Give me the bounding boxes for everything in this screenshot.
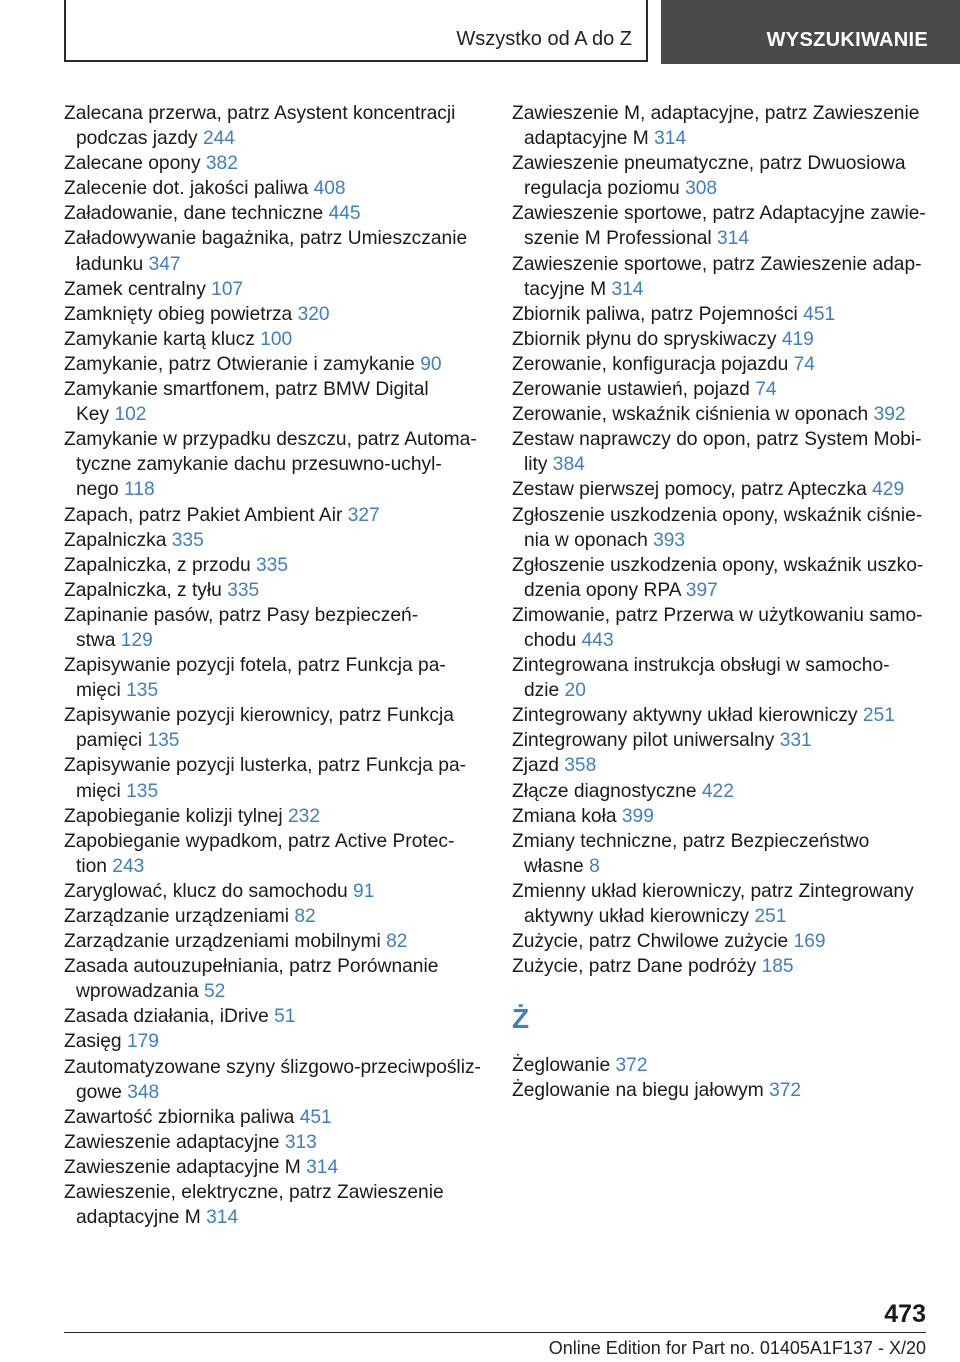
entry-text — [64, 452, 494, 477]
page-reference-link[interactable]: 384 — [552, 454, 585, 476]
page-reference-link[interactable]: 20 — [564, 680, 586, 702]
index-entry — [64, 829, 494, 879]
page-reference-link[interactable]: 451 — [299, 1106, 332, 1128]
entry-label: Zapobieganie wypadkom, patrz Active Protec- — [64, 830, 455, 852]
index-entry — [64, 1004, 494, 1029]
entry-label: Zawartość zbiornika paliwa — [64, 1106, 295, 1128]
page-reference-link[interactable]: 243 — [112, 855, 145, 877]
entry-text — [512, 352, 942, 377]
entry-text — [64, 1055, 494, 1080]
entry-text — [512, 452, 942, 477]
entry-label: mięci — [76, 780, 121, 802]
entry-label: szenie M Professional — [524, 228, 712, 250]
page-reference-link[interactable]: 179 — [126, 1031, 159, 1053]
entry-label: Zarządzanie urządzeniami — [64, 906, 290, 927]
entry-text — [512, 829, 942, 854]
entry-label: mięci — [76, 680, 121, 702]
entry-label: Zgłoszenie uszkodzenia opony, wskaźnik ciśnie- — [512, 504, 923, 526]
page-reference-link[interactable]: 419 — [781, 328, 814, 350]
entry-label: Zasada autouzupełniania, patrz Porównanie — [64, 956, 439, 978]
index-entry — [64, 201, 494, 226]
index-entry — [512, 728, 942, 753]
entry-text — [64, 854, 494, 879]
entry-label: Zamykanie kartą klucz — [64, 328, 255, 350]
entry-text — [64, 377, 494, 402]
entry-text — [512, 377, 942, 402]
entry-label: Zerowanie ustawień, pojazd — [512, 379, 750, 401]
entry-text — [512, 603, 942, 628]
entry-text — [512, 503, 942, 528]
entry-text — [64, 176, 494, 201]
index-entry — [512, 402, 942, 427]
entry-text — [64, 804, 494, 829]
entry-label: Zarządzanie urządzeniami mobilnymi — [64, 931, 381, 953]
entry-text — [512, 528, 942, 553]
entry-text — [512, 126, 942, 151]
entry-text — [64, 678, 494, 703]
entry-text — [512, 879, 942, 904]
index-entry — [512, 327, 942, 352]
entry-label: Zalecane opony — [64, 153, 201, 175]
index-entry — [64, 352, 494, 377]
index-entry — [64, 377, 494, 427]
entry-label: Zautomatyzowane szyny ślizgowo-przeciwpośliz- — [64, 1056, 481, 1078]
page-reference-link[interactable]: 118 — [124, 479, 155, 501]
entry-text — [64, 879, 494, 904]
index-entry — [512, 101, 942, 151]
page-reference-link[interactable]: 348 — [127, 1081, 160, 1103]
entry-text — [64, 653, 494, 678]
entry-label: Zapisywanie pozycji kierownicy, patrz Funkcja — [64, 705, 454, 727]
index-entry — [64, 1105, 494, 1130]
entry-label: Zestaw pierwszej pomocy, patrz Apteczka — [512, 479, 867, 501]
index-entry — [512, 653, 942, 703]
index-entry — [512, 703, 942, 728]
index-entry — [512, 954, 942, 979]
entry-text — [64, 1029, 494, 1054]
index-entry — [512, 753, 942, 778]
entry-label: Zaryglować, klucz do samochodu — [64, 880, 348, 902]
entry-text — [512, 201, 942, 226]
index-entry — [64, 578, 494, 603]
entry-label: Zmienny układ kierowniczy, patrz Zintegrowany — [512, 880, 914, 902]
entry-text — [64, 728, 494, 753]
entry-label: podczas jazdy — [76, 128, 198, 150]
index-entry — [512, 553, 942, 603]
page-reference-link[interactable]: 331 — [779, 730, 812, 752]
page-reference-link[interactable]: 314 — [306, 1156, 339, 1178]
entry-label: stwa — [76, 629, 116, 651]
entry-text — [512, 779, 942, 804]
page-reference-link[interactable]: 232 — [288, 805, 321, 827]
entry-label: adaptacyjne M — [524, 128, 649, 150]
index-entry — [64, 302, 494, 327]
page-reference-link[interactable]: 382 — [205, 153, 238, 175]
page-number: 473 — [884, 1300, 926, 1328]
page-reference-link[interactable]: 8 — [589, 855, 600, 877]
index-entry — [64, 226, 494, 276]
entry-text — [512, 477, 942, 502]
entry-label: Zalecenie dot. jakości paliwa — [64, 178, 309, 200]
entry-label: Zintegrowana instrukcja obsługi w samocho- — [512, 655, 890, 677]
entry-label: chodu — [524, 629, 577, 651]
page-reference-link[interactable]: 74 — [755, 379, 777, 401]
index-entry — [64, 1130, 494, 1155]
index-entry — [512, 302, 942, 327]
entry-label: dzie — [524, 680, 560, 702]
entry-label: Zmiana koła — [512, 805, 617, 827]
entry-label: Zapach, patrz Pakiet Ambient Air — [64, 504, 343, 526]
index-entry — [512, 503, 942, 553]
page-reference-link[interactable]: 314 — [654, 128, 687, 150]
entry-text — [64, 703, 494, 728]
entry-text — [512, 929, 942, 954]
entry-label: Zimowanie, patrz Przerwa w użytkowaniu samo- — [512, 604, 923, 626]
entry-text — [64, 1130, 494, 1155]
entry-label: nego — [76, 479, 119, 501]
page-reference-link[interactable]: 82 — [294, 906, 316, 927]
index-entry — [64, 1029, 494, 1054]
entry-label: Zawieszenie M, adaptacyjne, patrz Zawieszenie — [512, 103, 920, 124]
entry-text — [64, 829, 494, 854]
entry-text — [64, 352, 494, 377]
page-reference-link[interactable]: 185 — [761, 956, 794, 978]
index-entry — [64, 176, 494, 201]
index-entry — [512, 352, 942, 377]
page-reference-link[interactable]: 372 — [769, 1080, 802, 1102]
entry-text — [64, 1155, 494, 1180]
page-reference-link[interactable]: 314 — [717, 228, 750, 250]
entry-label: Zużycie, patrz Dane podróży — [512, 956, 757, 978]
entry-label: Zbiornik płynu do spryskiwaczy — [512, 328, 777, 350]
page-reference-link[interactable]: 135 — [147, 730, 180, 752]
page-reference-link[interactable]: 347 — [148, 253, 181, 275]
header-frame — [64, 0, 648, 62]
page-reference-link[interactable]: 408 — [313, 178, 346, 200]
page-reference-link[interactable]: 314 — [206, 1207, 239, 1229]
index-entry — [64, 1180, 494, 1230]
entry-text — [512, 728, 942, 753]
entry-label: ładunku — [76, 253, 144, 275]
entry-label: lity — [524, 454, 548, 476]
entry-text — [512, 954, 942, 979]
index-entry — [512, 829, 942, 879]
entry-label: Zintegrowany pilot uniwersalny — [512, 730, 775, 752]
entry-label: Zintegrowany aktywny układ kierowniczy — [512, 705, 858, 727]
page-reference-link[interactable]: 91 — [353, 880, 375, 902]
entry-label: Złącze diagnostyczne — [512, 780, 697, 802]
entry-label: Zapinanie pasów, patrz Pasy bezpieczeń- — [64, 604, 419, 626]
entry-label: Zamykanie, patrz Otwieranie i zamykanie — [64, 353, 415, 375]
entry-label: Zjazd — [512, 755, 559, 777]
index-entry — [64, 1055, 494, 1105]
page-reference-link[interactable]: 135 — [126, 780, 159, 802]
page-reference-link[interactable]: 335 — [255, 554, 288, 576]
index-entry — [64, 804, 494, 829]
entry-label: Zamykanie w przypadku deszczu, patrz Automa- — [64, 429, 477, 451]
entry-text — [512, 703, 942, 728]
page-reference-link[interactable]: 308 — [685, 178, 718, 200]
entry-text — [64, 603, 494, 628]
page-reference-link[interactable]: 335 — [227, 579, 260, 601]
entry-label: gowe — [76, 1081, 122, 1103]
entry-label: Zasada działania, iDrive — [64, 1006, 269, 1028]
page-reference-link[interactable]: 135 — [126, 680, 159, 702]
entry-label: Żeglowanie — [512, 1055, 611, 1077]
entry-text — [64, 528, 494, 553]
entry-label: pamięci — [76, 730, 143, 752]
entry-label: Zapalniczka, z tyłu — [64, 579, 222, 601]
entry-label: adaptacyjne M — [76, 1207, 201, 1229]
entry-text — [64, 1105, 494, 1130]
entry-label: Zapisywanie pozycji fotela, patrz Funkcja pa- — [64, 655, 446, 677]
entry-text — [64, 302, 494, 327]
index-entry — [64, 753, 494, 803]
page-reference-link[interactable]: 102 — [114, 404, 147, 426]
entry-text — [64, 628, 494, 653]
entry-text — [512, 277, 942, 302]
entry-text — [64, 1205, 494, 1230]
entry-text — [64, 779, 494, 804]
page-reference-link[interactable]: 313 — [284, 1131, 317, 1153]
entry-text — [64, 402, 494, 427]
page-reference-link[interactable]: 445 — [328, 203, 361, 225]
index-entry — [512, 427, 942, 477]
entry-label: Zawieszenie pneumatyczne, patrz Dwuosiowa — [512, 153, 906, 175]
entry-label: Zapalniczka, z przodu — [64, 554, 251, 576]
entry-label: Zamykanie smartfonem, patrz BMW Digital — [64, 379, 429, 401]
entry-label: Zmiany techniczne, patrz Bezpieczeństwo — [512, 830, 870, 852]
entry-text — [64, 954, 494, 979]
page-reference-link[interactable]: 251 — [754, 906, 787, 927]
entry-label: aktywny układ kierowniczy — [524, 906, 750, 927]
entry-label: tacyjne M — [524, 278, 607, 300]
index-entry — [64, 703, 494, 753]
entry-text — [512, 402, 942, 427]
section-heading: Ż — [512, 1003, 530, 1035]
page-reference-link[interactable]: 327 — [347, 504, 380, 526]
page-reference-link[interactable]: 107 — [211, 278, 244, 300]
page-reference-link[interactable]: 244 — [202, 128, 235, 150]
entry-text — [512, 753, 942, 778]
page-reference-link[interactable]: 335 — [171, 529, 204, 551]
chapter-title: Wszystko od A do Z — [456, 28, 632, 50]
entry-label: własne — [524, 855, 584, 877]
index-entry — [512, 377, 942, 402]
entry-label: Zawieszenie, elektryczne, patrz Zawieszenie — [64, 1182, 444, 1204]
entry-label: Zamknięty obieg powietrza — [64, 303, 293, 325]
entry-label: Załadowywanie bagażnika, patrz Umieszczanie — [64, 228, 468, 250]
index-entry — [64, 603, 494, 653]
index-entry — [64, 954, 494, 1004]
entry-text — [64, 477, 494, 502]
entry-text — [512, 628, 942, 653]
index-entry — [512, 1053, 942, 1078]
entry-text — [512, 553, 942, 578]
entry-text — [64, 226, 494, 251]
index-entry — [512, 151, 942, 201]
index-entry — [512, 201, 942, 251]
entry-label: Zapisywanie pozycji lusterka, patrz Funkcja pa- — [64, 755, 467, 777]
entry-text — [512, 226, 942, 251]
index-entry — [512, 804, 942, 829]
entry-label: Zapalniczka — [64, 529, 167, 551]
index-entry — [64, 277, 494, 302]
entry-label: Załadowanie, dane techniczne — [64, 203, 324, 225]
index-entry — [512, 879, 942, 929]
page-reference-link[interactable]: 314 — [611, 278, 644, 300]
entry-text — [64, 201, 494, 226]
page-reference-link[interactable]: 393 — [653, 529, 686, 551]
index-entry — [64, 929, 494, 954]
entry-label: Zapobieganie kolizji tylnej — [64, 805, 283, 827]
entry-text — [64, 101, 494, 126]
entry-text — [64, 753, 494, 778]
entry-text — [64, 904, 494, 929]
index-entry — [64, 151, 494, 176]
entry-text — [64, 929, 494, 954]
entry-text — [512, 1078, 942, 1103]
page-reference-link[interactable]: 251 — [862, 705, 895, 727]
page-reference-link[interactable]: 100 — [260, 328, 293, 350]
page-reference-link[interactable]: 52 — [204, 981, 226, 1003]
entry-text — [512, 904, 942, 929]
entry-label: wprowadzania — [76, 981, 199, 1003]
entry-label: Key — [76, 404, 110, 426]
index-entry — [64, 327, 494, 352]
index-entry — [512, 929, 942, 954]
entry-text — [512, 327, 942, 352]
index-entry — [64, 653, 494, 703]
entry-label: Zbiornik paliwa, patrz Pojemności — [512, 303, 798, 325]
index-entry — [64, 427, 494, 502]
entry-text — [64, 126, 494, 151]
page-reference-link[interactable]: 74 — [793, 353, 815, 375]
tab-search[interactable] — [661, 0, 960, 64]
entry-text — [512, 176, 942, 201]
entry-label: Zasięg — [64, 1031, 122, 1053]
entry-text — [512, 578, 942, 603]
index-entry — [512, 252, 942, 302]
index-entry — [64, 1155, 494, 1180]
entry-text — [64, 503, 494, 528]
entry-text — [64, 1080, 494, 1105]
entry-text — [512, 1053, 942, 1078]
entry-label: Zużycie, patrz Chwilowe zużycie — [512, 931, 789, 953]
index-entry — [64, 904, 494, 929]
page-reference-link[interactable]: 422 — [701, 780, 734, 802]
page-reference-link[interactable]: 397 — [685, 579, 718, 601]
index-entry — [64, 879, 494, 904]
index-entry — [512, 603, 942, 653]
entry-text — [512, 678, 942, 703]
entry-label: regulacja poziomu — [524, 178, 680, 200]
index-entry — [64, 553, 494, 578]
page-reference-link[interactable]: 82 — [386, 931, 408, 953]
footer-edition: Online Edition for Part no. 01405A1F137 - X/20 — [548, 1338, 926, 1358]
entry-label: Zawieszenie adaptacyjne M — [64, 1156, 301, 1178]
page-reference-link[interactable]: 429 — [872, 479, 905, 501]
footer-divider — [64, 1332, 926, 1333]
entry-text — [512, 252, 942, 277]
page-reference-link[interactable]: 129 — [120, 629, 153, 651]
entry-label: dzenia opony RPA — [524, 579, 681, 601]
entry-text — [64, 1004, 494, 1029]
entry-text — [64, 1180, 494, 1205]
page-reference-link[interactable]: 358 — [564, 755, 597, 777]
entry-label: Zerowanie, wskaźnik ciśnienia w oponach — [512, 404, 869, 426]
tab-search-label: WYSZUKIWANIE — [766, 29, 928, 51]
index-entry — [512, 1078, 942, 1103]
entry-text — [64, 427, 494, 452]
entry-label: Zawieszenie sportowe, patrz Zawieszenie adap- — [512, 253, 922, 275]
entry-label: Zestaw naprawczy do opon, patrz System Mobi- — [512, 429, 922, 451]
entry-label: Zalecana przerwa, patrz Asystent koncentracji — [64, 103, 456, 124]
entry-text — [64, 327, 494, 352]
page-reference-link[interactable]: 392 — [873, 404, 906, 426]
entry-text — [512, 653, 942, 678]
entry-text — [64, 252, 494, 277]
entry-label: Żeglowanie na biegu jałowym — [512, 1080, 764, 1102]
entry-label: tyczne zamykanie dachu przesuwno-uchyl- — [76, 454, 442, 476]
page-reference-link[interactable]: 372 — [615, 1055, 648, 1077]
entry-label: Zawieszenie adaptacyjne — [64, 1131, 280, 1153]
entry-text — [512, 151, 942, 176]
entry-text — [64, 151, 494, 176]
index-entry — [512, 779, 942, 804]
index-entry — [512, 477, 942, 502]
page-reference-link[interactable]: 51 — [274, 1006, 296, 1028]
page-reference-link[interactable]: 451 — [803, 303, 836, 325]
entry-text — [64, 979, 494, 1004]
entry-label: Zamek centralny — [64, 278, 206, 300]
entry-text — [512, 302, 942, 327]
entry-label: tion — [76, 855, 107, 877]
entry-label: Zerowanie, konfiguracja pojazdu — [512, 353, 789, 375]
index-column-right — [512, 101, 942, 1103]
index-entry — [64, 503, 494, 528]
entry-text — [512, 101, 942, 126]
page-reference-link[interactable]: 90 — [420, 353, 442, 375]
index-entry — [64, 528, 494, 553]
entry-text — [512, 427, 942, 452]
entry-text — [512, 804, 942, 829]
index-entry — [64, 101, 494, 151]
entry-label: nia w oponach — [524, 529, 648, 551]
page-reference-link[interactable]: 443 — [581, 629, 614, 651]
entry-text — [512, 854, 942, 879]
index-column-left — [64, 101, 494, 1230]
entry-text — [64, 277, 494, 302]
page-reference-link[interactable]: 399 — [621, 805, 654, 827]
entry-label: Zawieszenie sportowe, patrz Adaptacyjne zawie- — [512, 203, 926, 225]
entry-label: Zgłoszenie uszkodzenia opony, wskaźnik uszko- — [512, 554, 924, 576]
entry-text — [64, 578, 494, 603]
page-reference-link[interactable]: 320 — [297, 303, 330, 325]
page-reference-link[interactable]: 169 — [793, 931, 826, 953]
entry-text — [64, 553, 494, 578]
